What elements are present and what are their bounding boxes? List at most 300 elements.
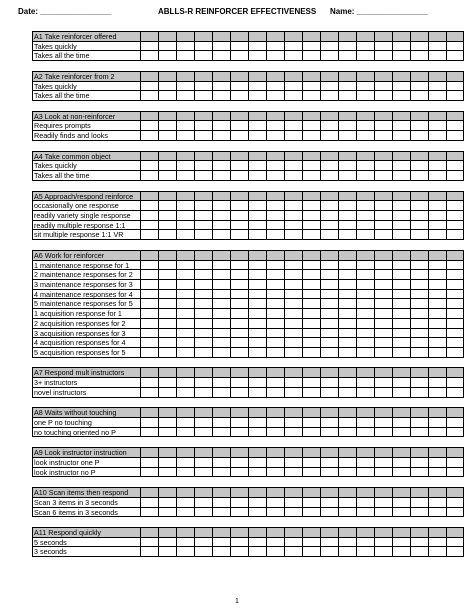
grid-cell[interactable] [248,546,266,556]
grid-cell[interactable] [320,546,338,556]
grid-cell[interactable] [266,298,284,308]
grid-cell[interactable] [158,170,176,180]
grid-cell[interactable] [446,507,464,517]
grid-cell[interactable] [176,387,194,397]
grid-cell[interactable] [302,71,320,81]
grid-cell[interactable] [266,250,284,260]
grid-cell[interactable] [176,81,194,91]
grid-cell[interactable] [140,50,158,60]
grid-cell[interactable] [176,50,194,60]
grid-cell[interactable] [212,308,230,318]
grid-cell[interactable] [266,377,284,387]
grid-cell[interactable] [266,387,284,397]
grid-cell[interactable] [284,260,302,270]
grid-cell[interactable] [212,507,230,517]
grid-cell[interactable] [284,111,302,121]
grid-cell[interactable] [320,191,338,201]
grid-cell[interactable] [356,308,374,318]
grid-cell[interactable] [284,120,302,130]
grid-cell[interactable] [194,367,212,377]
grid-cell[interactable] [392,467,410,477]
grid-cell[interactable] [356,407,374,417]
grid-cell[interactable] [338,417,356,427]
grid-cell[interactable] [266,260,284,270]
grid-cell[interactable] [392,71,410,81]
grid-cell[interactable] [392,427,410,437]
grid-cell[interactable] [410,260,428,270]
grid-cell[interactable] [302,487,320,497]
grid-cell[interactable] [428,50,446,60]
grid-cell[interactable] [410,170,428,180]
grid-cell[interactable] [212,200,230,210]
grid-cell[interactable] [302,497,320,507]
grid-cell[interactable] [140,31,158,41]
grid-cell[interactable] [392,151,410,161]
grid-cell[interactable] [320,31,338,41]
grid-cell[interactable] [212,151,230,161]
grid-cell[interactable] [374,269,392,279]
grid-cell[interactable] [446,90,464,100]
grid-cell[interactable] [230,71,248,81]
grid-cell[interactable] [194,377,212,387]
grid-cell[interactable] [266,537,284,547]
grid-cell[interactable] [266,457,284,467]
grid-cell[interactable] [176,298,194,308]
grid-cell[interactable] [374,487,392,497]
grid-cell[interactable] [392,50,410,60]
grid-cell[interactable] [356,160,374,170]
grid-cell[interactable] [410,289,428,299]
grid-cell[interactable] [140,337,158,347]
grid-cell[interactable] [392,347,410,357]
grid-cell[interactable] [356,111,374,121]
grid-cell[interactable] [428,269,446,279]
grid-cell[interactable] [194,527,212,537]
grid-cell[interactable] [320,250,338,260]
grid-cell[interactable] [374,387,392,397]
grid-cell[interactable] [176,111,194,121]
grid-cell[interactable] [428,447,446,457]
grid-cell[interactable] [248,160,266,170]
grid-cell[interactable] [428,497,446,507]
grid-cell[interactable] [338,250,356,260]
grid-cell[interactable] [302,160,320,170]
grid-cell[interactable] [428,546,446,556]
grid-cell[interactable] [212,90,230,100]
grid-cell[interactable] [266,507,284,517]
grid-cell[interactable] [410,367,428,377]
grid-cell[interactable] [320,210,338,220]
grid-cell[interactable] [140,308,158,318]
grid-cell[interactable] [338,328,356,338]
grid-cell[interactable] [320,457,338,467]
grid-cell[interactable] [194,200,212,210]
grid-cell[interactable] [248,151,266,161]
grid-cell[interactable] [374,220,392,230]
grid-cell[interactable] [410,229,428,239]
grid-cell[interactable] [230,111,248,121]
grid-cell[interactable] [284,289,302,299]
grid-cell[interactable] [320,41,338,51]
grid-cell[interactable] [248,220,266,230]
grid-cell[interactable] [374,298,392,308]
grid-cell[interactable] [428,31,446,41]
grid-cell[interactable] [356,41,374,51]
grid-cell[interactable] [302,457,320,467]
grid-cell[interactable] [428,527,446,537]
grid-cell[interactable] [446,289,464,299]
grid-cell[interactable] [428,417,446,427]
grid-cell[interactable] [446,527,464,537]
grid-cell[interactable] [284,160,302,170]
grid-cell[interactable] [320,537,338,547]
grid-cell[interactable] [392,447,410,457]
grid-cell[interactable] [284,250,302,260]
grid-cell[interactable] [230,546,248,556]
grid-cell[interactable] [374,210,392,220]
grid-cell[interactable] [302,130,320,140]
grid-cell[interactable] [428,467,446,477]
grid-cell[interactable] [392,120,410,130]
grid-cell[interactable] [266,130,284,140]
grid-cell[interactable] [194,298,212,308]
grid-cell[interactable] [266,41,284,51]
grid-cell[interactable] [356,497,374,507]
grid-cell[interactable] [392,537,410,547]
grid-cell[interactable] [446,318,464,328]
grid-cell[interactable] [320,81,338,91]
grid-cell[interactable] [212,220,230,230]
grid-cell[interactable] [194,250,212,260]
grid-cell[interactable] [248,447,266,457]
grid-cell[interactable] [320,427,338,437]
grid-cell[interactable] [338,298,356,308]
grid-cell[interactable] [320,328,338,338]
grid-cell[interactable] [248,298,266,308]
grid-cell[interactable] [230,120,248,130]
grid-cell[interactable] [158,200,176,210]
grid-cell[interactable] [284,170,302,180]
grid-cell[interactable] [410,537,428,547]
grid-cell[interactable] [212,31,230,41]
grid-cell[interactable] [320,151,338,161]
grid-cell[interactable] [230,318,248,328]
grid-cell[interactable] [230,151,248,161]
grid-cell[interactable] [284,537,302,547]
grid-cell[interactable] [338,50,356,60]
grid-cell[interactable] [158,50,176,60]
grid-cell[interactable] [446,427,464,437]
grid-cell[interactable] [266,308,284,318]
grid-cell[interactable] [446,328,464,338]
grid-cell[interactable] [320,160,338,170]
grid-cell[interactable] [428,337,446,347]
grid-cell[interactable] [428,220,446,230]
grid-cell[interactable] [392,337,410,347]
grid-cell[interactable] [320,417,338,427]
grid-cell[interactable] [302,467,320,477]
grid-cell[interactable] [392,160,410,170]
grid-cell[interactable] [212,337,230,347]
grid-cell[interactable] [230,130,248,140]
grid-cell[interactable] [176,318,194,328]
grid-cell[interactable] [428,377,446,387]
grid-cell[interactable] [320,279,338,289]
grid-cell[interactable] [158,269,176,279]
grid-cell[interactable] [140,111,158,121]
grid-cell[interactable] [392,279,410,289]
grid-cell[interactable] [446,387,464,397]
grid-cell[interactable] [302,220,320,230]
grid-cell[interactable] [230,210,248,220]
grid-cell[interactable] [374,81,392,91]
grid-cell[interactable] [338,527,356,537]
grid-cell[interactable] [176,170,194,180]
grid-cell[interactable] [158,507,176,517]
grid-cell[interactable] [230,387,248,397]
grid-cell[interactable] [230,347,248,357]
grid-cell[interactable] [428,41,446,51]
grid-cell[interactable] [266,170,284,180]
grid-cell[interactable] [266,229,284,239]
grid-cell[interactable] [248,111,266,121]
grid-cell[interactable] [320,308,338,318]
grid-cell[interactable] [410,50,428,60]
grid-cell[interactable] [392,250,410,260]
grid-cell[interactable] [302,387,320,397]
grid-cell[interactable] [212,50,230,60]
grid-cell[interactable] [248,507,266,517]
grid-cell[interactable] [446,229,464,239]
grid-cell[interactable] [248,250,266,260]
grid-cell[interactable] [302,229,320,239]
grid-cell[interactable] [230,31,248,41]
grid-cell[interactable] [374,457,392,467]
grid-cell[interactable] [446,279,464,289]
grid-cell[interactable] [266,81,284,91]
grid-cell[interactable] [302,210,320,220]
grid-cell[interactable] [212,407,230,417]
grid-cell[interactable] [374,447,392,457]
grid-cell[interactable] [176,71,194,81]
grid-cell[interactable] [230,289,248,299]
grid-cell[interactable] [320,318,338,328]
grid-cell[interactable] [356,81,374,91]
grid-cell[interactable] [320,387,338,397]
grid-cell[interactable] [302,250,320,260]
grid-cell[interactable] [212,527,230,537]
grid-cell[interactable] [140,328,158,338]
grid-cell[interactable] [356,279,374,289]
grid-cell[interactable] [212,347,230,357]
grid-cell[interactable] [266,191,284,201]
grid-cell[interactable] [428,250,446,260]
grid-cell[interactable] [230,229,248,239]
grid-cell[interactable] [302,90,320,100]
grid-cell[interactable] [392,269,410,279]
grid-cell[interactable] [410,507,428,517]
grid-cell[interactable] [356,220,374,230]
grid-cell[interactable] [428,170,446,180]
grid-cell[interactable] [302,308,320,318]
grid-cell[interactable] [266,467,284,477]
grid-cell[interactable] [302,507,320,517]
grid-cell[interactable] [392,289,410,299]
grid-cell[interactable] [140,130,158,140]
grid-cell[interactable] [338,31,356,41]
grid-cell[interactable] [284,279,302,289]
grid-cell[interactable] [194,130,212,140]
grid-cell[interactable] [158,191,176,201]
grid-cell[interactable] [320,507,338,517]
grid-cell[interactable] [284,130,302,140]
grid-cell[interactable] [212,130,230,140]
grid-cell[interactable] [338,170,356,180]
grid-cell[interactable] [374,507,392,517]
grid-cell[interactable] [140,71,158,81]
grid-cell[interactable] [356,229,374,239]
grid-cell[interactable] [374,120,392,130]
grid-cell[interactable] [176,367,194,377]
grid-cell[interactable] [338,487,356,497]
grid-cell[interactable] [194,71,212,81]
grid-cell[interactable] [194,81,212,91]
grid-cell[interactable] [284,377,302,387]
grid-cell[interactable] [212,191,230,201]
grid-cell[interactable] [374,130,392,140]
grid-cell[interactable] [266,337,284,347]
grid-cell[interactable] [338,377,356,387]
grid-cell[interactable] [140,289,158,299]
grid-cell[interactable] [320,120,338,130]
grid-cell[interactable] [194,50,212,60]
grid-cell[interactable] [194,537,212,547]
grid-cell[interactable] [302,318,320,328]
grid-cell[interactable] [338,318,356,328]
grid-cell[interactable] [356,120,374,130]
grid-cell[interactable] [374,337,392,347]
grid-cell[interactable] [446,41,464,51]
grid-cell[interactable] [212,279,230,289]
grid-cell[interactable] [338,210,356,220]
grid-cell[interactable] [230,427,248,437]
grid-cell[interactable] [158,328,176,338]
grid-cell[interactable] [410,497,428,507]
grid-cell[interactable] [374,41,392,51]
grid-cell[interactable] [374,407,392,417]
grid-cell[interactable] [194,337,212,347]
grid-cell[interactable] [194,387,212,397]
grid-cell[interactable] [446,269,464,279]
grid-cell[interactable] [230,160,248,170]
grid-cell[interactable] [194,447,212,457]
grid-cell[interactable] [284,90,302,100]
grid-cell[interactable] [428,191,446,201]
grid-cell[interactable] [140,467,158,477]
grid-cell[interactable] [248,200,266,210]
grid-cell[interactable] [356,546,374,556]
grid-cell[interactable] [356,71,374,81]
grid-cell[interactable] [320,200,338,210]
grid-cell[interactable] [158,457,176,467]
grid-cell[interactable] [158,447,176,457]
grid-cell[interactable] [140,170,158,180]
grid-cell[interactable] [212,487,230,497]
grid-cell[interactable] [338,279,356,289]
grid-cell[interactable] [338,200,356,210]
grid-cell[interactable] [410,407,428,417]
grid-cell[interactable] [248,279,266,289]
grid-cell[interactable] [338,467,356,477]
grid-cell[interactable] [176,220,194,230]
grid-cell[interactable] [266,487,284,497]
grid-cell[interactable] [158,90,176,100]
grid-cell[interactable] [194,160,212,170]
grid-cell[interactable] [374,31,392,41]
grid-cell[interactable] [410,527,428,537]
grid-cell[interactable] [356,387,374,397]
grid-cell[interactable] [194,457,212,467]
grid-cell[interactable] [194,417,212,427]
grid-cell[interactable] [338,407,356,417]
grid-cell[interactable] [428,130,446,140]
grid-cell[interactable] [302,151,320,161]
grid-cell[interactable] [410,417,428,427]
grid-cell[interactable] [410,427,428,437]
grid-cell[interactable] [338,546,356,556]
grid-cell[interactable] [374,111,392,121]
grid-cell[interactable] [410,269,428,279]
grid-cell[interactable] [140,546,158,556]
grid-cell[interactable] [374,151,392,161]
grid-cell[interactable] [320,298,338,308]
grid-cell[interactable] [356,337,374,347]
grid-cell[interactable] [410,308,428,318]
grid-cell[interactable] [140,527,158,537]
grid-cell[interactable] [266,347,284,357]
grid-cell[interactable] [158,71,176,81]
grid-cell[interactable] [446,71,464,81]
grid-cell[interactable] [230,269,248,279]
grid-cell[interactable] [428,457,446,467]
grid-cell[interactable] [230,467,248,477]
grid-cell[interactable] [428,308,446,318]
grid-cell[interactable] [194,487,212,497]
grid-cell[interactable] [338,347,356,357]
grid-cell[interactable] [302,298,320,308]
grid-cell[interactable] [248,308,266,318]
grid-cell[interactable] [176,467,194,477]
grid-cell[interactable] [446,367,464,377]
grid-cell[interactable] [284,71,302,81]
grid-cell[interactable] [212,229,230,239]
grid-cell[interactable] [446,377,464,387]
grid-cell[interactable] [194,191,212,201]
grid-cell[interactable] [320,170,338,180]
grid-cell[interactable] [356,170,374,180]
grid-cell[interactable] [176,347,194,357]
grid-cell[interactable] [158,377,176,387]
grid-cell[interactable] [212,71,230,81]
grid-cell[interactable] [410,31,428,41]
grid-cell[interactable] [446,260,464,270]
grid-cell[interactable] [158,318,176,328]
grid-cell[interactable] [284,367,302,377]
grid-cell[interactable] [338,447,356,457]
grid-cell[interactable] [320,289,338,299]
grid-cell[interactable] [140,200,158,210]
grid-cell[interactable] [248,407,266,417]
